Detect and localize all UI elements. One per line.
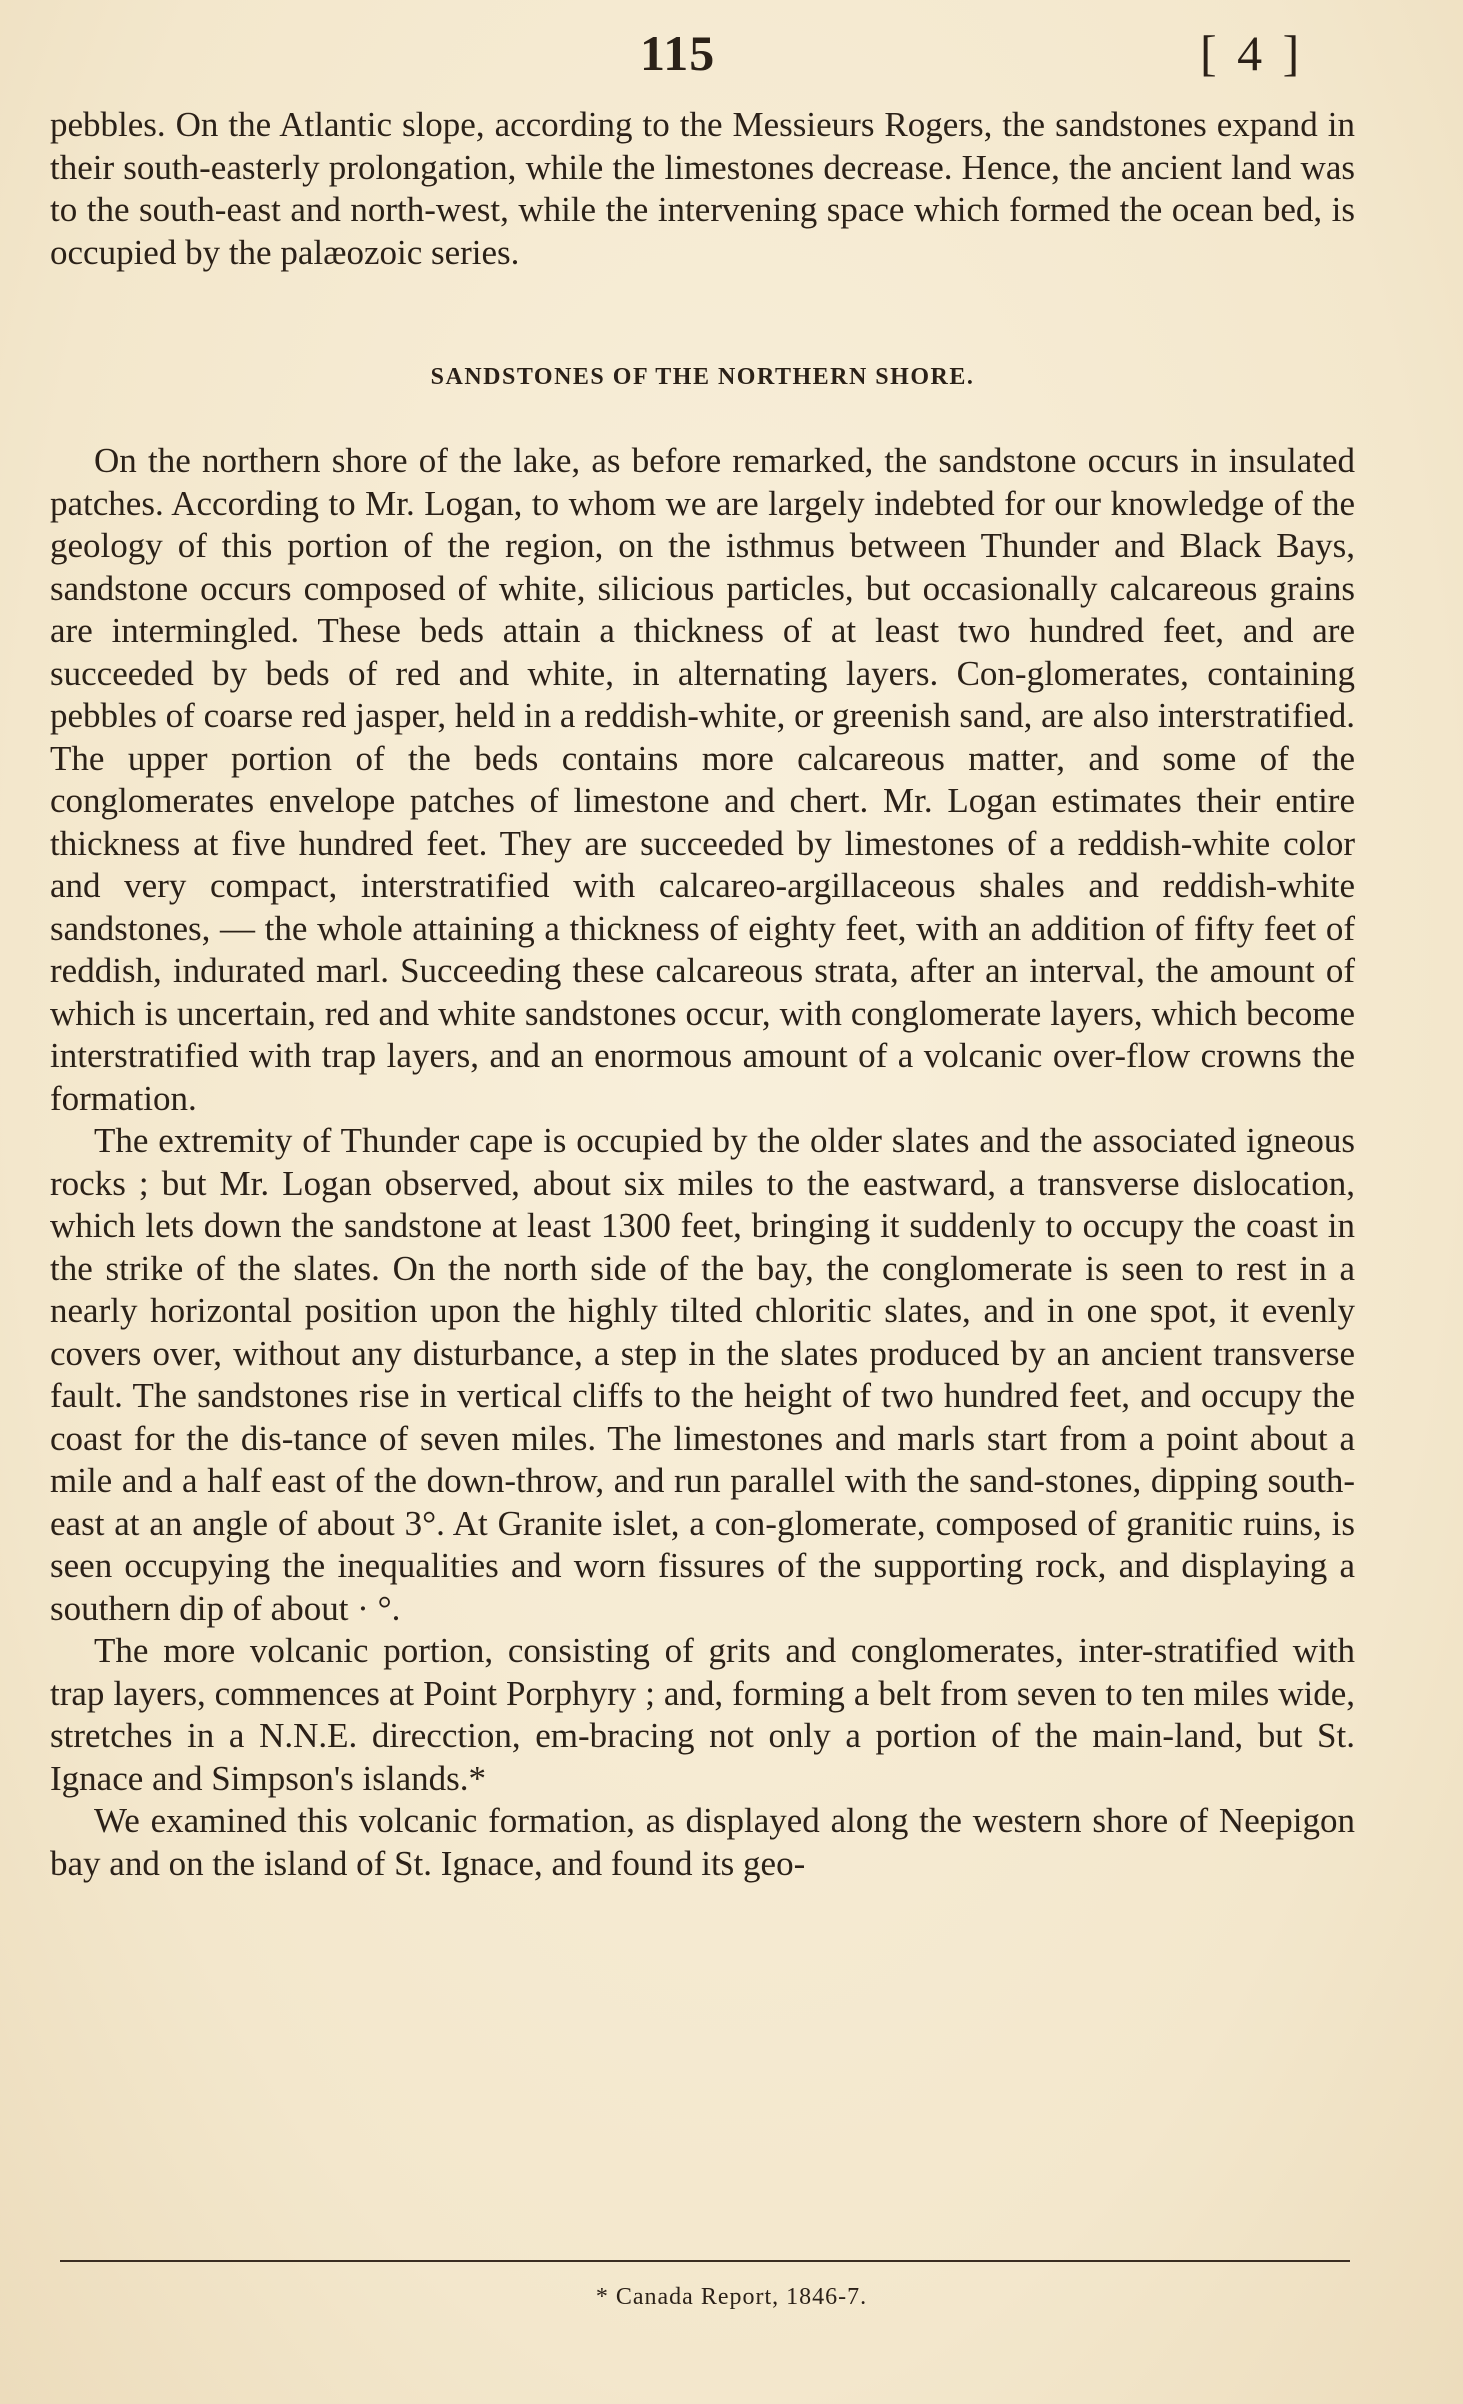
paragraph-continuation: pebbles. On the Atlantic slope, according to the Messieurs Rogers, the sandstones expand in their south-easterly prolongation, while the limestones decrease. Hence, the ancient land was to the south-east and north-west, while the intervening space which formed the ocean bed, is occupied by the palæozoic series. bbox=[50, 105, 1355, 272]
paragraph: The extremity of Thunder cape is occupied by the older slates and the associated igneous rocks ; but Mr. Logan observed, about six miles to the eastward, a transverse dislocation, which lets down the sandstone at least 1300 feet, bringing it suddenly to occupy the coast in the strike of the slates. On the north side of the bay, the conglomerate is seen to rest in a nearly horizontal position upon the highly tilted chloritic slates, and in one spot, it evenly covers over, without any disturbance, a step in the slates produced by an ancient transverse fault. The sandstones rise in vertical cliffs to the height of two hundred feet, and occupy the coast for the dis-tance of seven miles. The limestones and marls start from a point about a mile and a half east of the down-throw, and run parallel with the sand-stones, dipping south-east at an angle of about 3°. At Granite islet, a con-glomerate, composed of granitic ruins, is seen occupying the inequalities and worn fissures of the supporting rock, and displaying a southern dip of about · °. bbox=[50, 1121, 1355, 1628]
footnote: * Canada Report, 1846-7. bbox=[595, 2284, 868, 2310]
body-text bbox=[50, 104, 1355, 1885]
footnote-divider bbox=[60, 2260, 1350, 2262]
page-header bbox=[0, 24, 1463, 94]
paragraph: The more volcanic portion, consisting of grits and conglomerates, inter-stratified with trap layers, commences at Point Porphyry ; and, forming a belt from seven to ten miles wide, stretches in a N.N.E. direcction, em-bracing not only a portion of the main-land, but St. Ignace and Simpson's islands.* bbox=[50, 1631, 1355, 1798]
signature-mark: [ 4 ] bbox=[1200, 25, 1304, 81]
page-number: 115 bbox=[640, 25, 716, 81]
section-heading: SANDSTONES OF THE NORTHERN SHORE. bbox=[430, 364, 975, 390]
paragraph: We examined this volcanic formation, as displayed along the western shore of Neepigon bay and on the island of St. Ignace, and found its geo- bbox=[50, 1801, 1355, 1883]
paragraph: On the northern shore of the lake, as before remarked, the sandstone occurs in insulated patches. According to Mr. Logan, to whom we are largely indebted for our knowledge of the geology of this portion of the region, on the isthmus between Thunder and Black Bays, sandstone occurs composed of white, silicious particles, but occasionally calcareous grains are intermingled. These beds attain a thickness of at least two hundred feet, and are succeeded by beds of red and white, in alternating layers. Con-glomerates, containing pebbles of coarse red jasper, held in a reddish-white, or greenish sand, are also interstratified. The upper portion of the beds contains more calcareous matter, and some of the conglomerates envelope patches of limestone and chert. Mr. Logan estimates their entire thickness at five hundred feet. They are succeeded by limestones of a reddish-white color and very compact, interstratified with calcareo-argillaceous shales and reddish-white sandstones, — the whole attaining a thickness of eighty feet, with an addition of fifty feet of reddish, indurated marl. Succeeding these calcareous strata, after an interval, the amount of which is uncertain, red and white sandstones occur, with conglomerate layers, which become interstratified with trap layers, and an enormous amount of a volcanic over-flow crowns the formation. bbox=[50, 441, 1355, 1118]
